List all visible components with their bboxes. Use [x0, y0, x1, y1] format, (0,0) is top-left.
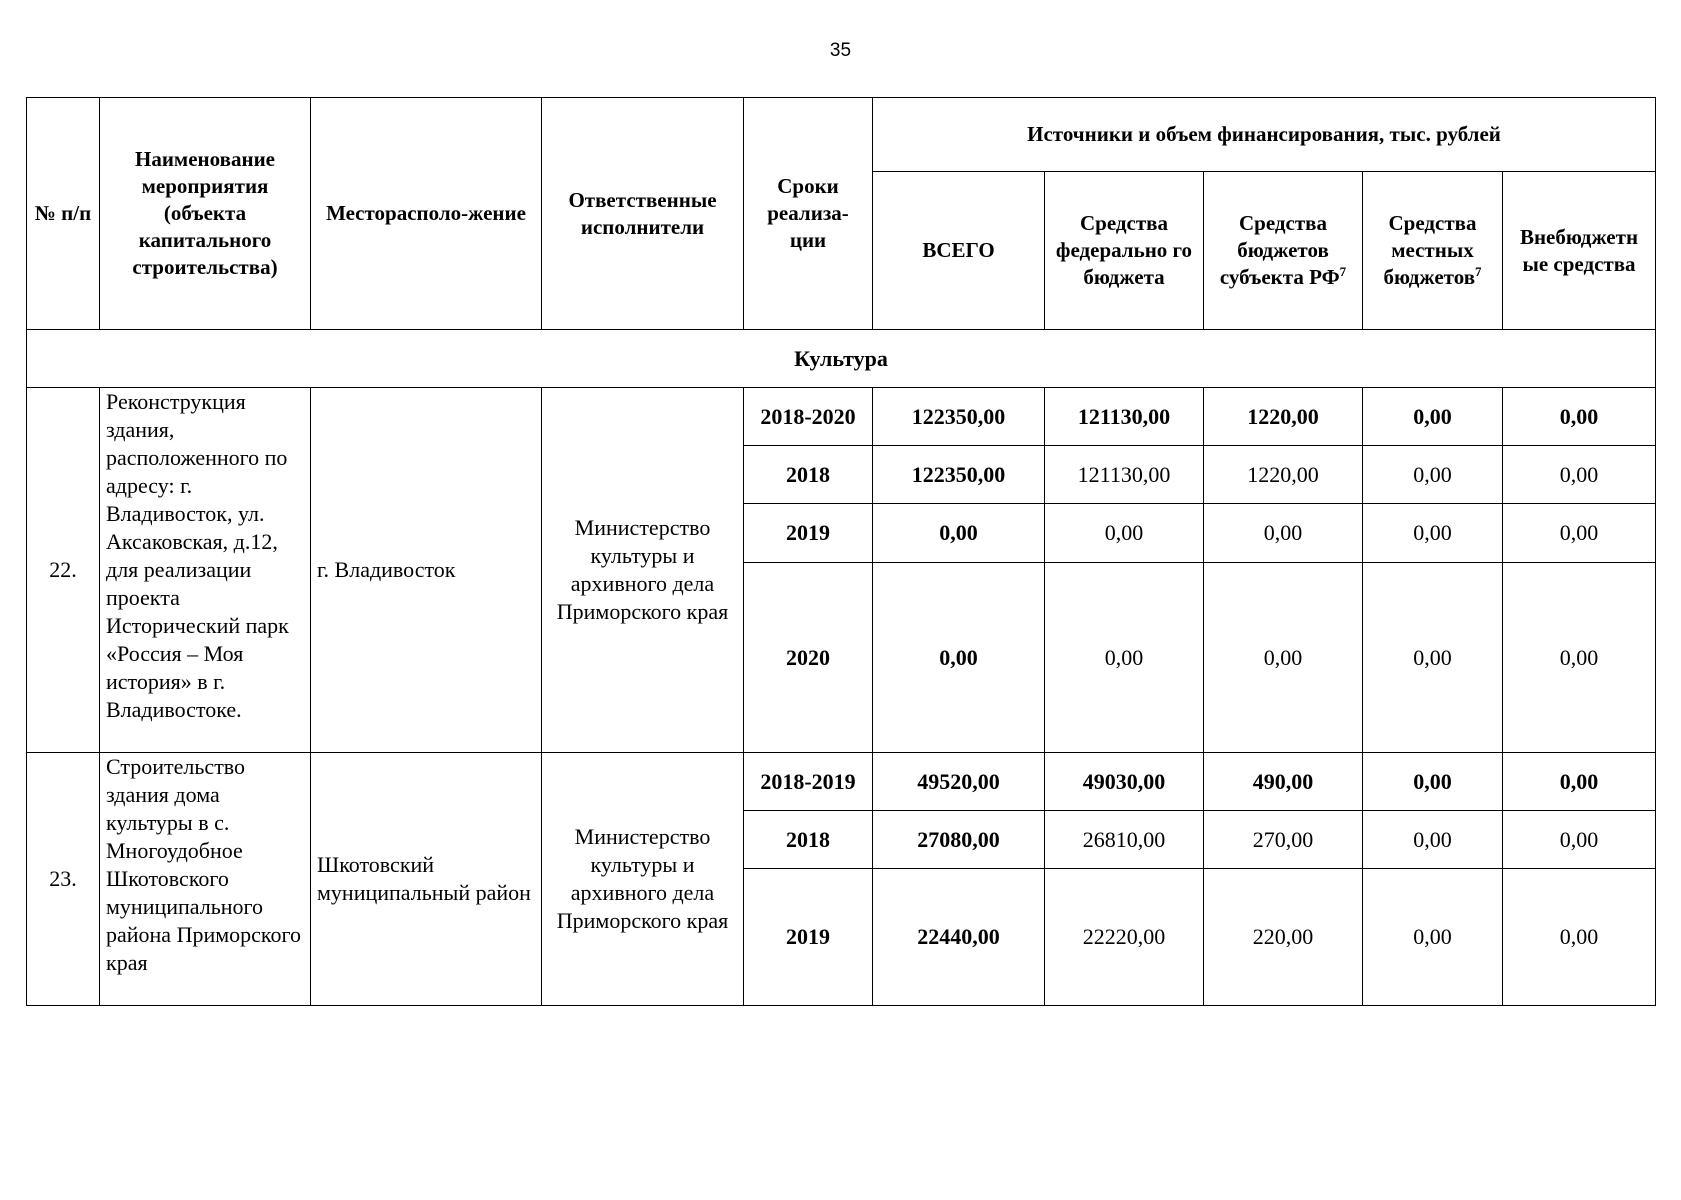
subject-cell: 0,00 — [1204, 563, 1363, 753]
extra-cell: 0,00 — [1503, 563, 1656, 753]
page-number: 35 — [829, 40, 852, 61]
item-location: г. Владивосток — [311, 388, 542, 753]
period-cell: 2019 — [744, 504, 873, 563]
total-cell: 27080,00 — [873, 811, 1045, 869]
subject-cell: 1220,00 — [1204, 388, 1363, 446]
header-period: Сроки реализа-ции — [744, 98, 873, 330]
federal-cell: 121130,00 — [1045, 388, 1204, 446]
item-number: 23. — [27, 753, 100, 1006]
header-local-text: Средства местных бюджетов — [1383, 211, 1477, 289]
header-subject — [1204, 172, 1363, 330]
period-cell: 2018-2020 — [744, 388, 873, 446]
header-num: № п/п — [27, 98, 100, 330]
period-cell: 2018 — [744, 811, 873, 869]
extra-cell: 0,00 — [1503, 388, 1656, 446]
total-cell: 122350,00 — [873, 446, 1045, 504]
header-location: Месторасполо-жение — [311, 98, 542, 330]
local-cell: 0,00 — [1363, 504, 1503, 563]
total-cell: 22440,00 — [873, 869, 1045, 1006]
header-total: ВСЕГО — [873, 172, 1045, 330]
header-subject-text: Средства бюджетов субъекта РФ — [1219, 211, 1340, 289]
financing-table — [26, 97, 1656, 1006]
local-cell: 0,00 — [1363, 811, 1503, 869]
item-location: Шкотовский муниципальный район — [311, 753, 542, 1006]
local-cell: 0,00 — [1363, 753, 1503, 811]
header-federal: Средства федерально го бюджета — [1045, 172, 1204, 330]
total-cell: 122350,00 — [873, 388, 1045, 446]
header-responsible: Ответственные исполнители — [542, 98, 744, 330]
period-cell: 2018-2019 — [744, 753, 873, 811]
extra-cell: 0,00 — [1503, 753, 1656, 811]
total-cell: 0,00 — [873, 563, 1045, 753]
local-cell: 0,00 — [1363, 446, 1503, 504]
period-cell: 2018 — [744, 446, 873, 504]
item-responsible: Министерство культуры и архивного дела Приморского края — [542, 753, 744, 1006]
footnote-ref: 7 — [1339, 264, 1347, 279]
header-row-1 — [27, 98, 1656, 172]
federal-cell: 121130,00 — [1045, 446, 1204, 504]
header-name: Наименование мероприятия (объекта капитального строительства) — [100, 98, 311, 330]
item-name: Строительство здания дома культуры в с. Многоудобное Шкотовского муниципального района Приморского края — [100, 753, 311, 1006]
federal-cell: 22220,00 — [1045, 869, 1204, 1006]
extra-cell: 0,00 — [1503, 869, 1656, 1006]
subject-cell: 490,00 — [1204, 753, 1363, 811]
header-local — [1363, 172, 1503, 330]
local-cell: 0,00 — [1363, 869, 1503, 1006]
total-cell: 49520,00 — [873, 753, 1045, 811]
item-responsible: Министерство культуры и архивного дела Приморского края — [542, 388, 744, 753]
period-cell: 2020 — [744, 563, 873, 753]
table-row — [27, 753, 1656, 811]
item-number: 22. — [27, 388, 100, 753]
federal-cell: 0,00 — [1045, 563, 1204, 753]
subject-cell: 270,00 — [1204, 811, 1363, 869]
section-title: Культура — [27, 330, 1656, 388]
federal-cell: 0,00 — [1045, 504, 1204, 563]
header-extra: Внебюджетн ые средства — [1503, 172, 1656, 330]
subject-cell: 1220,00 — [1204, 446, 1363, 504]
section-row — [27, 330, 1656, 388]
local-cell: 0,00 — [1363, 563, 1503, 753]
extra-cell: 0,00 — [1503, 504, 1656, 563]
federal-cell: 26810,00 — [1045, 811, 1204, 869]
local-cell: 0,00 — [1363, 388, 1503, 446]
footnote-ref: 7 — [1475, 264, 1482, 279]
extra-cell: 0,00 — [1503, 446, 1656, 504]
federal-cell: 49030,00 — [1045, 753, 1204, 811]
header-funding-group: Источники и объем финансирования, тыс. рублей — [873, 98, 1656, 172]
subject-cell: 0,00 — [1204, 504, 1363, 563]
extra-cell: 0,00 — [1503, 811, 1656, 869]
subject-cell: 220,00 — [1204, 869, 1363, 1006]
table-row — [27, 388, 1656, 446]
total-cell: 0,00 — [873, 504, 1045, 563]
period-cell: 2019 — [744, 869, 873, 1006]
item-name: Реконструкция здания, расположенного по адресу: г. Владивосток, ул. Аксаковская, д.12, для реализации проекта Исторический парк «Россия – Моя история» в г. Владивостоке. — [100, 388, 311, 753]
